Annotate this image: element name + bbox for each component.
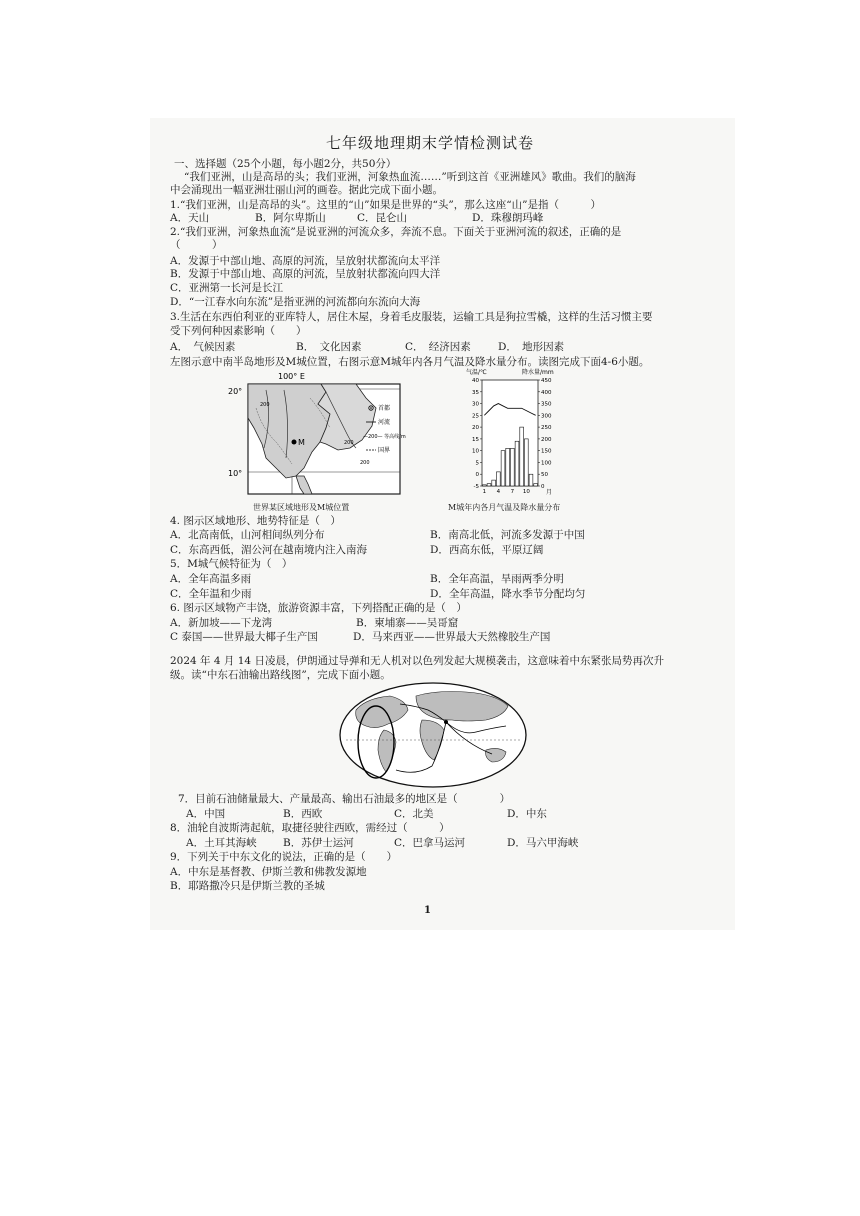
question-8: 8．油轮自波斯湾起航，取捷径驶往西欧，需经过（ ）: [170, 822, 450, 834]
city-m-marker: [292, 440, 297, 445]
option-5c: C．全年温和少雨: [170, 588, 252, 600]
y2-tick-label: 250: [541, 425, 552, 432]
option-9a: A．中东是基督教、伊斯兰教和佛教发源地: [170, 866, 367, 878]
y-tick-label: 15: [472, 436, 479, 443]
question-1: 1.“我们亚洲，山是高昂的头”。这里的“山”如果是世界的“头”，那么这座“山”是指（ ）: [170, 199, 601, 211]
y2-tick-label: 450: [541, 378, 552, 384]
option-5d: D．全年高温，降水季节分配均匀: [430, 588, 586, 600]
precip-bar: [515, 441, 519, 486]
chart-plot-area: [482, 380, 538, 486]
option-4d: D．西高东低，平原辽阔: [430, 544, 544, 556]
precip-bar: [496, 472, 500, 486]
y2-tick-label: 400: [541, 389, 552, 396]
x-tick-label: 1: [482, 489, 487, 495]
option-8d: D．马六甲海峡: [507, 837, 579, 849]
y-tick-label: 0: [475, 472, 479, 479]
option-5a: A．全年高温多雨: [170, 573, 252, 585]
y-tick-label: 5: [475, 460, 479, 467]
option-7a: A．中国: [186, 808, 226, 820]
x-tick-label: 4: [496, 489, 501, 495]
option-3c: C． 经济因素: [405, 341, 471, 353]
option-3b: B． 文化因素: [296, 341, 362, 353]
x-tick-label: 10: [522, 489, 530, 495]
y2-tick-label: 300: [541, 413, 552, 420]
y2-tick-label: 200: [541, 436, 552, 443]
precip-bar: [520, 427, 524, 486]
question-7: 7．目前石油储量最大、产量最高、输出石油最多的地区是（ ）: [178, 793, 511, 805]
page-number: 1: [424, 905, 431, 916]
legend-border: 国界: [378, 447, 391, 454]
precip-bar: [487, 484, 491, 486]
climate-chart: [458, 366, 570, 502]
option-2a: A．发源于中部山地、高原的河流，呈放射状都流向太平洋: [170, 255, 441, 267]
option-4c: C．东高西低，湄公河在越南境内注入南海: [170, 544, 368, 556]
option-7d: D．中东: [507, 808, 547, 820]
precip-bar: [501, 451, 505, 486]
option-5b: B．全年高温，旱雨两季分明: [430, 573, 564, 585]
option-1d: D．珠穆朗玛峰: [472, 212, 544, 224]
question-9: 9．下列关于中东文化的说法，正确的是（ ）: [170, 851, 398, 863]
option-7b: B．西欧: [283, 808, 323, 820]
y2-tick-label: 350: [541, 401, 552, 408]
contour-label: 200: [360, 460, 370, 466]
option-2c: C．亚洲第一长河是长江: [170, 282, 284, 294]
precip-bar: [534, 484, 538, 486]
option-8b: B．苏伊士运河: [283, 837, 354, 849]
y2-axis-label: 降水量/mm: [522, 369, 554, 376]
question-6: 6. 图示区域物产丰饶，旅游资源丰富，下列搭配正确的是（ ）: [170, 602, 467, 614]
y2-tick-label: 100: [541, 460, 552, 467]
option-6a: A．新加坡——下龙湾: [170, 617, 273, 629]
map-lat-20: 20°: [228, 387, 243, 396]
y-tick-label: 35: [472, 389, 479, 396]
section-heading: 一、选择题（25个小题，每小题2分，共50分）: [174, 158, 397, 170]
y-tick-label: -5: [473, 484, 479, 490]
y-tick-label: 25: [472, 413, 479, 420]
option-8c: C．巴拿马运河: [394, 837, 466, 849]
page-title: 七年级地理期末学情检测试卷: [325, 134, 534, 152]
question-3-cont: 受下列何种因素影响（ ）: [170, 325, 307, 337]
option-3a: A． 气候因素: [170, 341, 236, 353]
intro-text: 左图示意中南半岛地形及M城位置，右图示意M城年内各月气温及降水量分布。读图完成下面4-6小题。: [170, 356, 650, 368]
option-4b: B．南高北低，河流多发源于中国: [430, 529, 585, 541]
precip-bar: [510, 448, 514, 486]
map-caption: 世界某区域地形及M城位置: [253, 503, 350, 512]
option-2d: D．“一江春水向东流”是指亚洲的河流都向东流向大海: [170, 296, 421, 308]
precip-bar: [506, 448, 510, 486]
intro-text: 中会涌现出一幅亚洲壮丽山河的画卷。据此完成下面小题。: [170, 184, 443, 196]
option-6b: B．柬埔寨——吴哥窟: [356, 617, 459, 629]
x-axis-label: 月: [546, 489, 553, 496]
y-tick-label: 30: [472, 401, 479, 408]
precip-bar: [529, 474, 533, 486]
chart-caption: M城年内各月气温及降水量分布: [448, 503, 561, 512]
question-2: 2.“我们亚洲，河象热血流”是说亚洲的河流众多，奔流不息。下面关于亚洲河流的叙述，正确的是: [170, 226, 622, 238]
y-tick-label: 40: [472, 378, 479, 384]
option-6d: D．马来西亚——世界最大天然橡胶生产国: [353, 631, 551, 643]
option-1a: A．天山: [170, 212, 210, 224]
question-2-paren: （ ）: [170, 239, 223, 251]
y-tick-label: 20: [472, 425, 479, 432]
indochina-map: [226, 368, 406, 498]
option-7c: C．北美: [394, 808, 434, 820]
precip-bar: [492, 480, 496, 486]
option-8a: A．土耳其海峡: [186, 837, 257, 849]
option-3d: D． 地形因素: [498, 341, 565, 353]
option-6c: C 泰国——世界最大椰子生产国: [170, 631, 318, 643]
map-lat-10: 10°: [228, 469, 243, 478]
legend-capital: 首都: [378, 405, 391, 412]
x-tick-label: 7: [510, 489, 515, 495]
question-4: 4. 图示区域地形、地势特征是（ ）: [170, 515, 341, 527]
contour-label: 200: [344, 440, 354, 446]
option-1c: C．昆仑山: [357, 212, 408, 224]
legend-contour: —200— 等高线/m: [363, 434, 406, 440]
y2-tick-label: 0: [541, 484, 545, 490]
y-tick-label: 10: [472, 448, 479, 455]
intro-text: 级。读“中东石油输出路线图”，完成下面小题。: [170, 669, 391, 681]
precip-bar: [482, 485, 486, 486]
question-3: 3.生活在东西伯利亚的亚库特人，居住木屋，身着毛皮服装，运输工具是狗拉雪橇，这样的生活习惯主要: [170, 311, 653, 323]
option-9b: B．耶路撒冷只是伊斯兰教的圣城: [170, 880, 325, 892]
question-5: 5．M城气候特征为（ ）: [170, 558, 293, 570]
intro-text: 2024 年 4 月 14 日凌晨，伊朗通过导弹和无人机对以色列发起大规模袭击，这意味着中东紧张局势再次升: [170, 655, 664, 667]
y2-tick-label: 150: [541, 448, 552, 455]
legend-river: 河流: [378, 419, 391, 426]
option-2b: B．发源于中部山地、高原的河流，呈放射状都流向四大洋: [170, 268, 441, 280]
precip-bar: [524, 439, 528, 486]
intro-text: “我们亚洲，山是高昂的头；我们亚洲，河象热血流……”听到这首《亚洲雄风》歌曲。我们的脑海: [184, 171, 636, 183]
city-m-label: M: [298, 438, 305, 447]
option-1b: B．阿尔卑斯山: [255, 212, 326, 224]
y-axis-label: 气温/℃: [466, 369, 487, 376]
contour-label: 200: [260, 402, 270, 408]
oil-route-map: [336, 680, 530, 790]
map-lon-label: 100° E: [278, 372, 305, 381]
y2-tick-label: 50: [541, 472, 548, 479]
option-4a: A．北高南低，山河相间纵列分布: [170, 529, 325, 541]
